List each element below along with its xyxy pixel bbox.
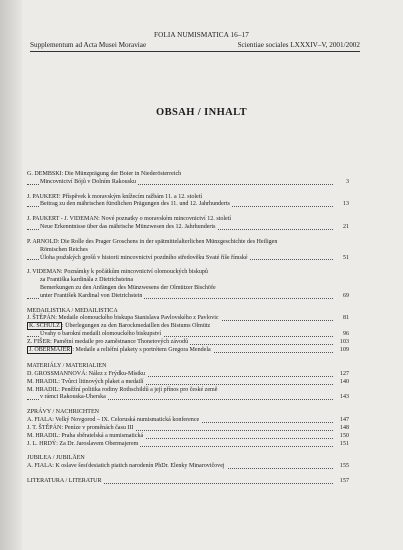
header-rule bbox=[30, 51, 360, 52]
entry-subtitle: Neue Erkenntnisse über das mährische Münzwesen des 12. Jahrhunderts bbox=[40, 224, 216, 231]
entry-title: J. T. ŠTĚPÁN: Peníze v proměnách času III bbox=[27, 424, 134, 431]
page-number: 151 bbox=[339, 440, 349, 447]
table-of-contents bbox=[27, 171, 349, 493]
toc-section bbox=[27, 308, 349, 355]
page-number: 148 bbox=[339, 424, 349, 431]
toc-section bbox=[27, 363, 349, 402]
entry-title-rest: : Medaile a reliéfní plakety s portrétem Gregora Mendela bbox=[72, 347, 211, 354]
page-number: 140 bbox=[339, 378, 349, 385]
toc-section bbox=[27, 478, 349, 486]
section-heading: ZPRÁVY / NACHRICHTEN bbox=[27, 409, 100, 416]
entry-title: J. PAUKERT - J. VIDEMAN: Nové poznatky o moravském mincovnictví 12. století bbox=[27, 216, 232, 223]
page-number: 69 bbox=[342, 292, 349, 299]
page-number: 150 bbox=[339, 432, 349, 439]
section-heading: JUBILEA / JUBILÄEN bbox=[27, 455, 85, 462]
page-number: 155 bbox=[339, 463, 349, 470]
entry-title: A. FIALA: Velký Novgorod – IX. Celoruská numismatická konference bbox=[27, 417, 200, 424]
toc-entry bbox=[27, 171, 349, 187]
page-number: 109 bbox=[339, 347, 349, 354]
entry-title: M. HRADIL: Praha sběratelská a numismatická bbox=[27, 432, 144, 439]
entry-subtitle: Mincovnictví Bójů v Dolním Rakousku bbox=[40, 178, 137, 185]
page-title: OBSAH / INHALT bbox=[156, 107, 247, 118]
section-heading: MATERIÁLY / MATERIALIEN bbox=[27, 362, 107, 369]
entry-title: Z. FIŠER: Pamětní medaile pro zaměstnance Thonetových závodů bbox=[27, 339, 189, 346]
entry-title: M. HRADIL: Peněžní politika rodiny Rothschildů a její přínos pro české země bbox=[27, 386, 218, 393]
section-heading: LITERATURA / LITERATUR bbox=[27, 477, 102, 484]
entry-title: A. FIALA: K oslave šesťdesiatich piatich narodenín PhDr. Elenky Minarovičovej bbox=[27, 463, 225, 470]
toc-entry bbox=[27, 194, 349, 210]
toc-entry bbox=[27, 269, 349, 301]
author-name-boxed: K. SCHULZ bbox=[29, 323, 60, 330]
page-number: 143 bbox=[339, 394, 349, 401]
entry-title: J. L. HRDÝ: Za Dr. Jaroslavem Obermajerem bbox=[27, 440, 139, 447]
toc-section bbox=[27, 455, 349, 471]
page-number: 51 bbox=[342, 254, 349, 261]
entry-subtitle: Úvahy o barokní medaili olomouckého biskupství bbox=[40, 331, 162, 338]
entry-title-cont: za Františka kardinála z Dietrichsteina bbox=[40, 277, 134, 284]
entry-title: J. VIDEMAN: Poznámky k počátkům mincovnictví olomouckých biskupů bbox=[27, 269, 208, 276]
supplement-label: Supplementum ad Acta Musei Moraviae bbox=[30, 41, 147, 49]
page-number: 21 bbox=[342, 224, 349, 231]
page-number: 3 bbox=[345, 178, 349, 185]
page-number: 13 bbox=[342, 201, 349, 208]
entry-title: M. HRADIL: Tvůrci litinových plaket a medailí bbox=[27, 378, 144, 385]
entry-title-cont: Römischen Reiches bbox=[40, 246, 88, 253]
page-number: 96 bbox=[342, 331, 349, 338]
toc-entry bbox=[27, 216, 349, 232]
binding-shadow bbox=[0, 0, 22, 550]
entry-title: D. GROSSMANNOVÁ: Nález z Frýdku-Místku bbox=[27, 370, 146, 377]
toc-entry bbox=[27, 239, 349, 263]
entry-title: J. ŠTĚPÁN: Medaile olomouckého biskupa Stanislava Pavlovského z Pavlovic bbox=[27, 315, 219, 322]
author-name-boxed: J. OBERMAJER bbox=[29, 347, 71, 354]
entry-title: G. DEMBSKI: Die Münzprägung der Boier in Niederösterreich bbox=[27, 171, 182, 177]
entry-subtitle: Bemerkungen zu den Anfängen des Münzwesens der Olmützer Bischöfe bbox=[40, 284, 216, 291]
section-heading: MEDAILISTIKA / MEDAILISTICA bbox=[27, 307, 118, 314]
page-number: 81 bbox=[342, 315, 349, 322]
toc-section bbox=[27, 409, 349, 448]
page-number: 127 bbox=[339, 370, 349, 377]
entry-title-cont: v rámci Rakouska-Uherska bbox=[40, 394, 106, 401]
entry-title: P. ARNOLD: Die Rolle des Prager Groschens in der spätmittelalterlichen Münzgeschichte des Heiligen bbox=[27, 238, 278, 245]
journal-title: FOLIA NUMISMATICA 16–17 bbox=[154, 31, 249, 39]
entry-subtitle: Beitrag zu den mährischen fürstlichen Prägungen des 11. und 12. Jahrhunderts bbox=[40, 201, 230, 208]
entry-subtitle-cont: unter František Kardinal von Dietrichstein bbox=[40, 292, 143, 299]
entry-title: J. PAUKERT: Příspěvek k moravským knížecím ražbám 11. a 12. století bbox=[27, 193, 203, 200]
entry-title-rest: : Überlegungen zu den Barockmedaillen des Bistums Olmütz bbox=[61, 323, 211, 330]
entry-subtitle: Úloha pražských grošů v historii mincovnictví pozdního středověku Svaté říše římské bbox=[40, 254, 248, 261]
header-row bbox=[30, 41, 360, 49]
series-label: Scientiae sociales LXXXIV–V, 2001/2002 bbox=[237, 41, 360, 49]
page-number: 103 bbox=[339, 339, 349, 346]
page-number: 147 bbox=[339, 417, 349, 424]
page-number: 157 bbox=[339, 477, 349, 484]
